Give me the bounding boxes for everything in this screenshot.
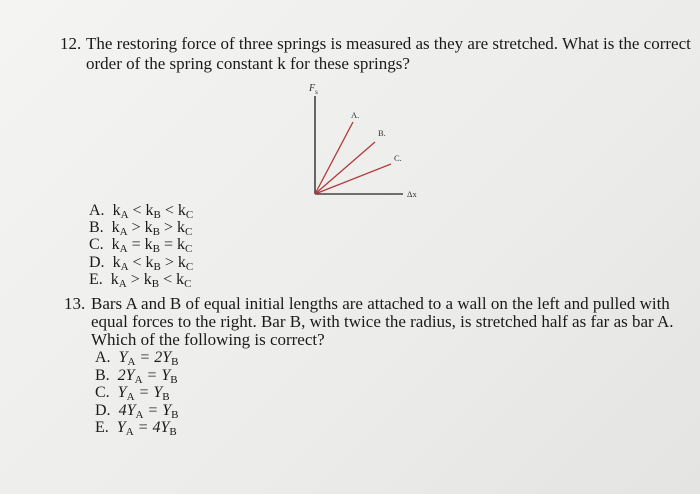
q13-text-line2: equal forces to the right. Bar B, with twice the radius, is stretched half as far as bar A. (91, 312, 674, 331)
q13-option-c[interactable]: C. $Y_A = Y_B$ (95, 384, 170, 403)
q12-text-line1: The restoring force of three springs is measured as they are stretched. What is the correct (86, 34, 691, 53)
spring-force-graph (305, 80, 435, 200)
graph-label-b: B. (378, 128, 386, 138)
q13-text-line1: Bars A and B of equal initial lengths are attached to a wall on the left and pulled with (91, 294, 670, 313)
q13-option-e[interactable]: E. $Y_A = 4Y_B$ (95, 419, 177, 438)
q12-option-b[interactable]: B. $k_A > k_B > k_C$ (89, 219, 193, 238)
q12-option-e[interactable]: E. $k_A > k_B < k_C$ (89, 271, 192, 290)
q12-option-d[interactable]: D. $k_A < k_B > k_C$ (89, 254, 194, 273)
q12-text-line2: order of the spring constant k for these springs? (86, 54, 410, 73)
q13-option-b[interactable]: B. $2Y_A = Y_B$ (95, 367, 178, 386)
q13-option-d[interactable]: D. $4Y_A = Y_B$ (95, 402, 179, 421)
graph-line-c (315, 164, 391, 194)
q12-option-a[interactable]: A. $k_A < k_B < k_C$ (89, 202, 194, 221)
q12-number: 12. (60, 34, 82, 53)
graph-label-a: A. (351, 110, 360, 120)
q12-option-c[interactable]: C. $k_A = k_B = k_C$ (89, 236, 193, 255)
graph-line-a (315, 122, 353, 194)
q13-text-line3: Which of the following is correct? (91, 330, 325, 349)
q13-number: 13. (64, 294, 86, 313)
graph-line-b (315, 142, 375, 194)
q13-option-a[interactable]: A. $Y_A = 2Y_B$ (95, 349, 179, 368)
graph-label-c: C. (394, 153, 402, 163)
graph-y-label: $F_s$ (309, 83, 318, 96)
graph-x-label: Δx (407, 189, 417, 199)
